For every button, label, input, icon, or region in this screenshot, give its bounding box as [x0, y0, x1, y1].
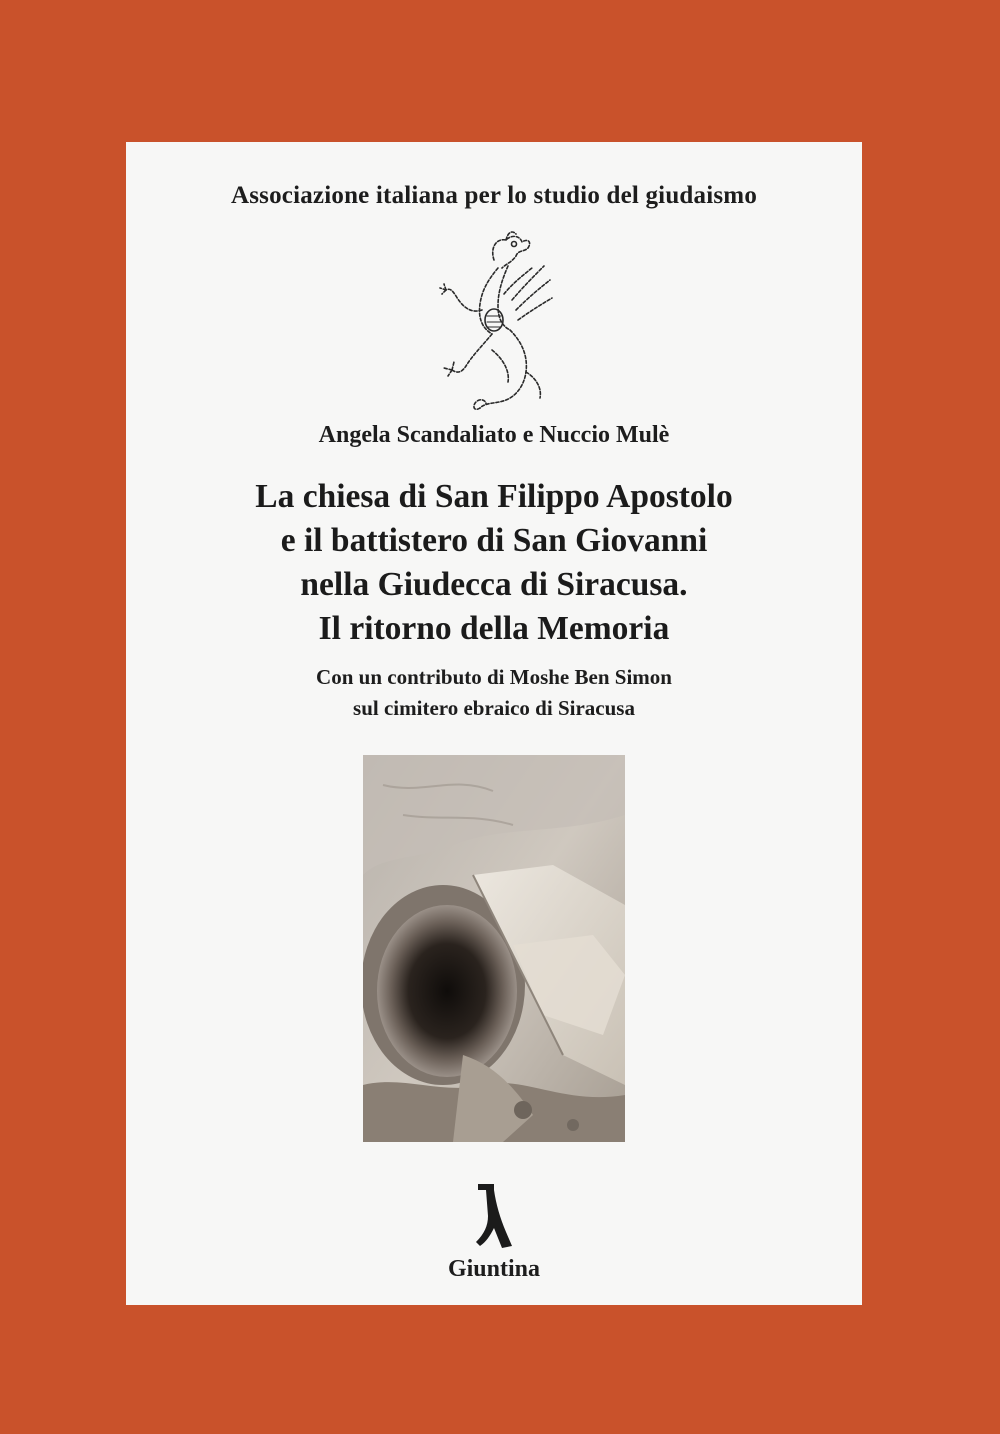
cover-panel: [126, 142, 862, 1305]
title-line: nella Giudecca di Siracusa.: [300, 566, 688, 603]
series-name: Associazione italiana per lo studio del giudaismo: [230, 182, 758, 209]
hebrew-gimel-icon: [472, 1180, 518, 1252]
subtitle-line: Con un contributo di Moshe Ben Simon: [316, 665, 672, 689]
title-line: La chiesa di San Filippo Apostolo: [255, 478, 733, 515]
title-line: Il ritorno della Memoria: [318, 610, 670, 647]
book-title: [126, 475, 862, 651]
subtitle: [126, 662, 862, 724]
calligraphic-griffin-icon: [432, 230, 562, 415]
subtitle-line: sul cimitero ebraico di Siracusa: [353, 696, 635, 720]
title-line: e il battistero di San Giovanni: [280, 522, 708, 559]
cover-photo: [363, 755, 625, 1142]
authors: Angela Scandaliato e Nuccio Mulè: [318, 422, 670, 448]
publisher-name: Giuntina: [447, 1256, 541, 1282]
